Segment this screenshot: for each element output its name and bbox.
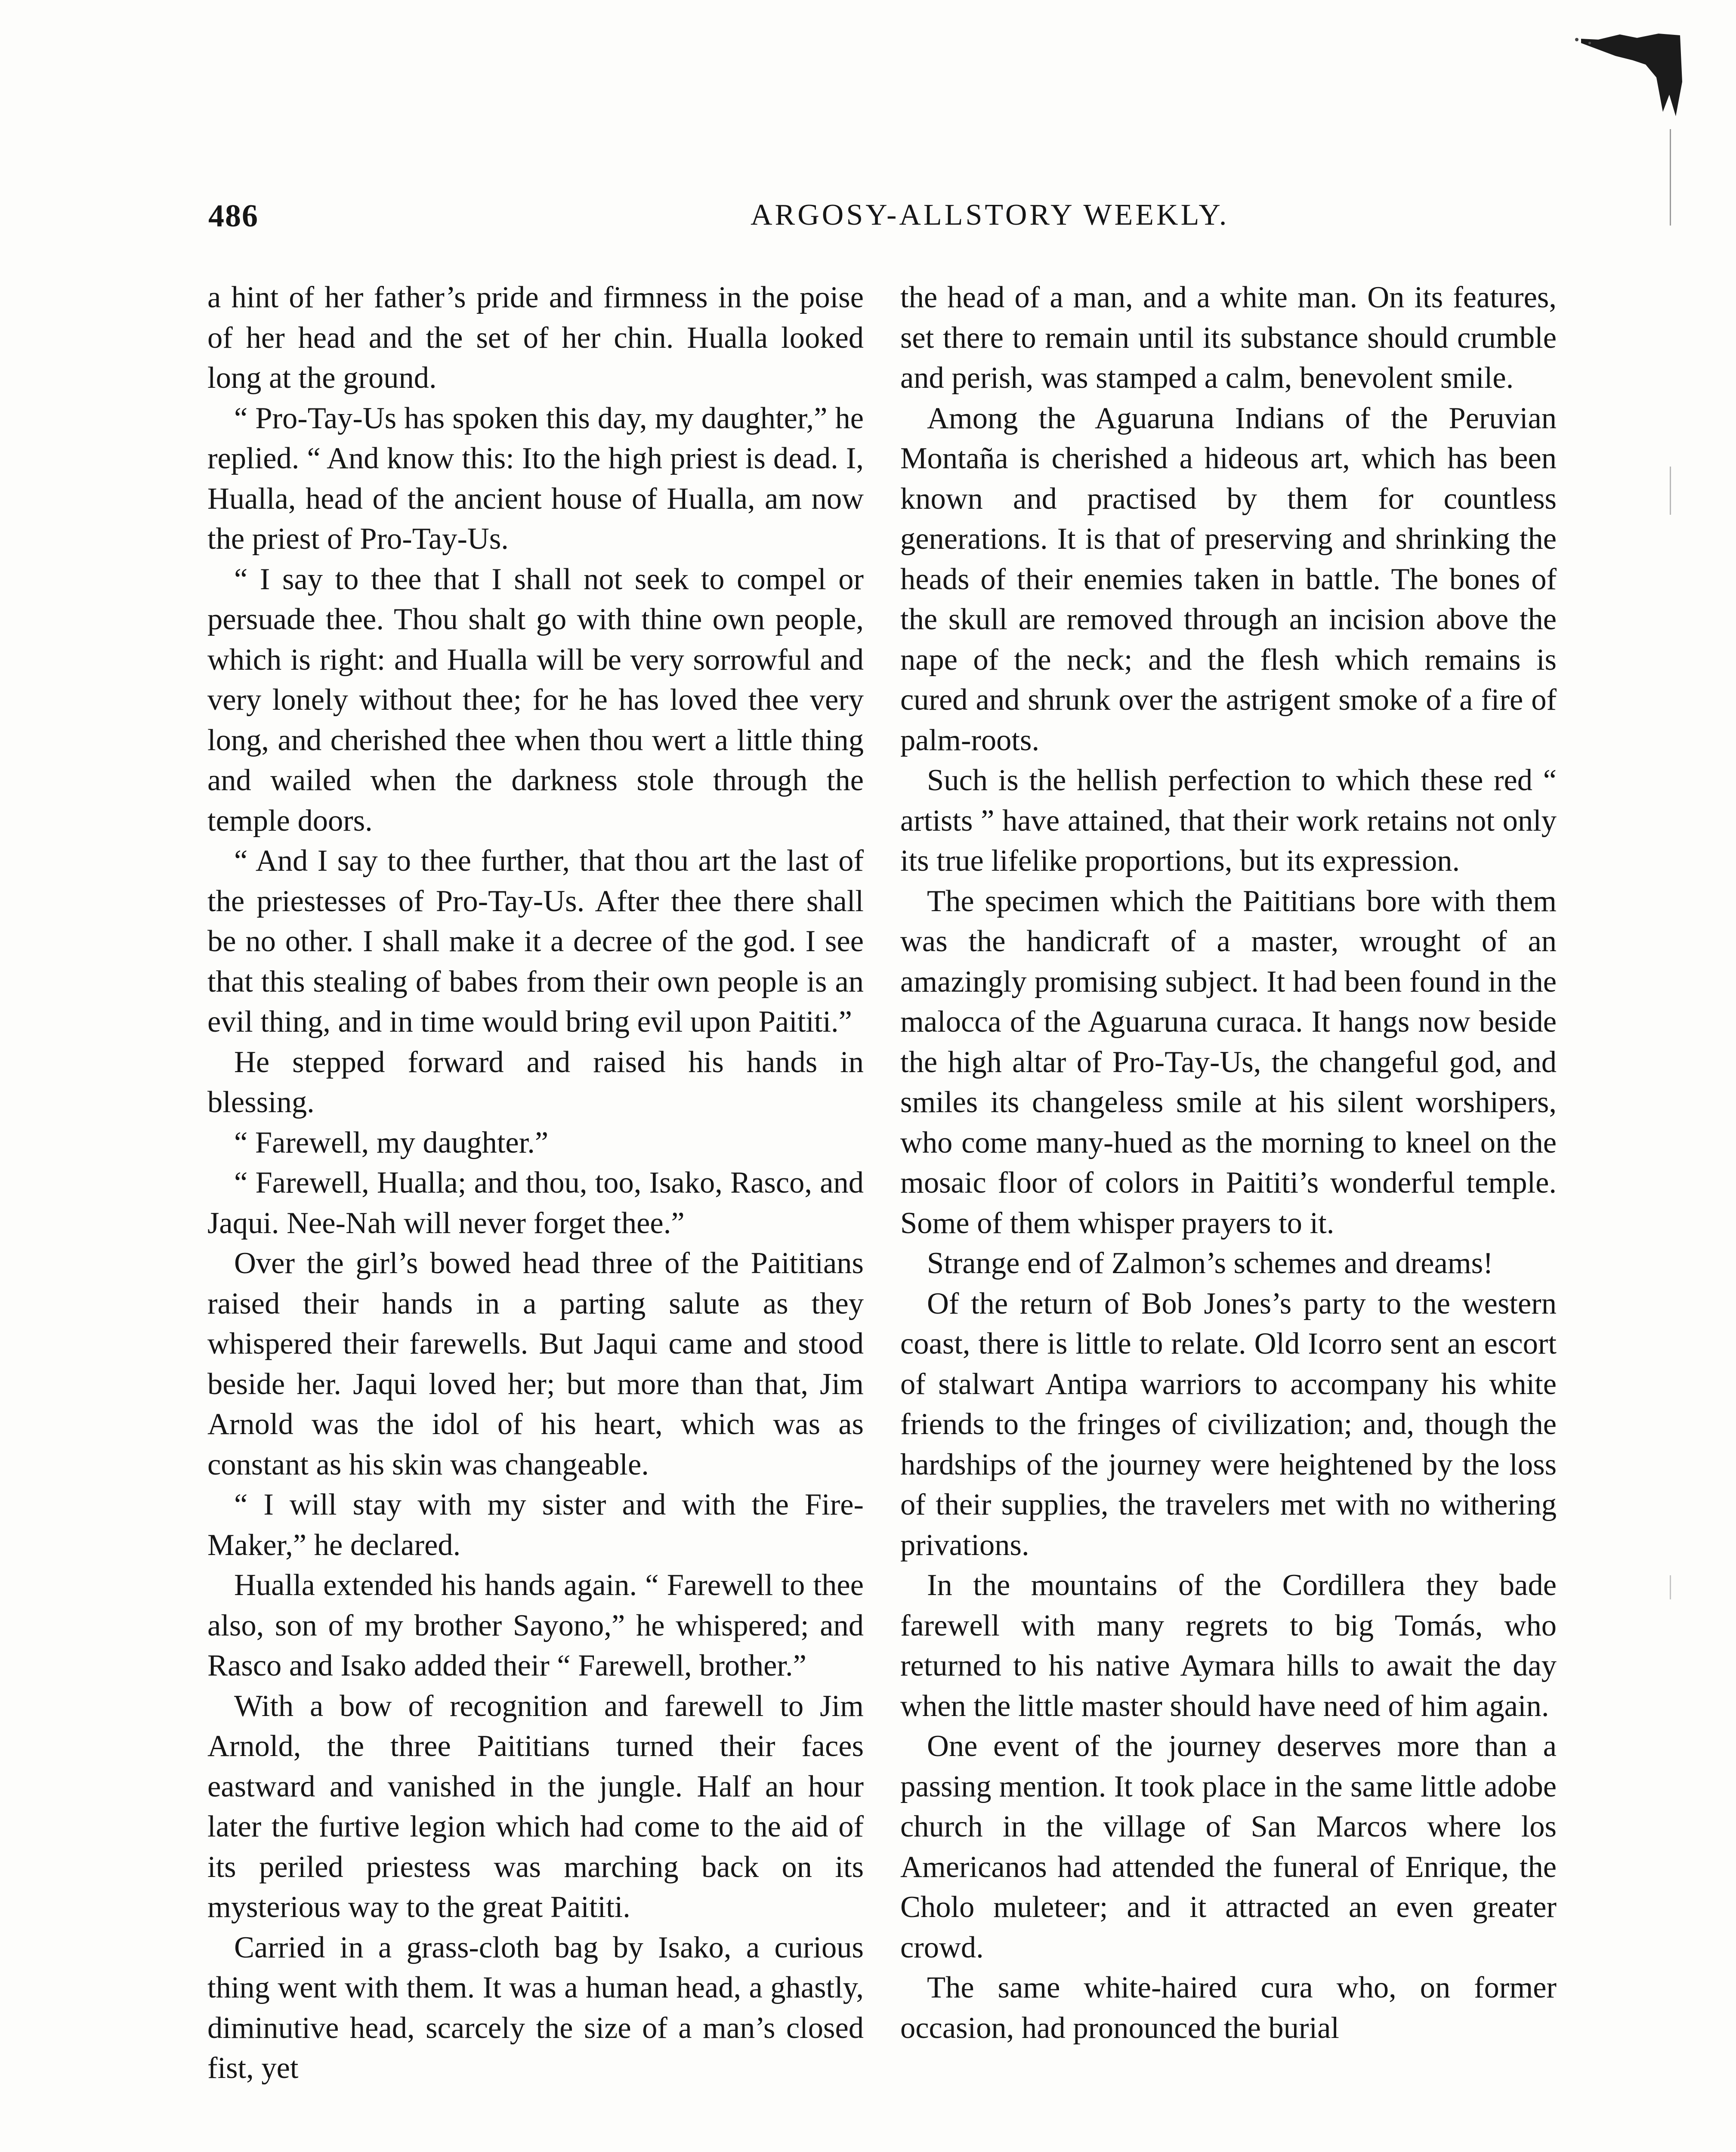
paragraph: “ And I say to thee further, that thou art the last of the priestesses of Pro-Tay-Us. After thee there shall be no other. I shall make it a decree of the god. I see that this stealing of babes from their own people is an evil thing, and in time would bring evil upon Paititi.” [207, 844, 864, 1039]
paragraph: Strange end of Zalmon’s schemes and dreams! [927, 1246, 1493, 1280]
page-header [208, 198, 1560, 250]
page-edge-line [1670, 129, 1671, 2152]
paragraph: In the mountains of the Cordillera they bade farewell with many regrets to big Tomás, who returned to his native Aymara hills to await the day when the little master should have need of him again. [900, 1568, 1557, 1723]
paragraph: Among the Aguaruna Indians of the Peruvian Montaña is cherished a hideous art, which has been known and practised by them for countless generations. It is that of preserving and shrinking the heads of their enemies taken in battle. The bones of the skull are removed through an incision above the nape of the neck; and the flesh which remains is cured and shrunk over the astrigent smoke of a fire of palm-roots. [900, 401, 1557, 757]
paragraph: the head of a man, and a white man. On its features, set there to remain until its substance should crumble and perish, was stamped a calm, benevolent smile. [900, 281, 1557, 395]
page-number: 486 [208, 198, 259, 234]
left-column [207, 278, 864, 2089]
paragraph: The specimen which the Paititians bore with them was the handicraft of a master, wrought of an amazingly promising subject. It had been found in the malocca of the Aguaruna curaca. It hangs now beside the high altar of Pro-Tay-Us, the changeful god, and smiles its changeless smile at his silent worshipers, who come many-hued as the morning to kneel on the mosaic floor of colors in Paititi’s wonderful temple. Some of them whisper prayers to it. [900, 884, 1557, 1240]
paragraph: Of the return of Bob Jones’s party to the western coast, there is little to relate. Old Icorro sent an escort of stalwart Antipa warriors to accompany his white friends to the fringes of civilization; and, though the hardships of the journey were heightened by the loss of their supplies, the travelers met with no withering privations. [900, 1286, 1557, 1562]
paragraph: a hint of her father’s pride and firmness in the poise of her head and the set of her chin. Hualla looked long at the ground. [207, 281, 864, 395]
paragraph: One event of the journey deserves more than a passing mention. It took place in the same little adobe church in the village of San Marcos where los Americanos had attended the funeral of Enrique, the Cholo muleteer; and it attracted an even greater crowd. [900, 1729, 1557, 1964]
paragraph: “ I will stay with my sister and with the Fire-Maker,” he declared. [207, 1488, 864, 1562]
running-head: ARGOSY-ALLSTORY WEEKLY. [751, 198, 1229, 232]
page-edge-smudge [1572, 30, 1684, 129]
paragraph: Hualla extended his hands again. “ Farewell to thee also, son of my brother Sayono,” he whispered; and Rasco and Isako added their “ Farewell, brother.” [207, 1568, 864, 1682]
paragraph: He stepped forward and raised his hands in blessing. [207, 1045, 864, 1119]
paragraph: The same white-haired cura who, on former occasion, had pronounced the burial [900, 1971, 1557, 2045]
paragraph: Carried in a grass-cloth bag by Isako, a curious thing went with them. It was a human head, a ghastly, diminutive head, scarcely the size of a man’s closed fist, yet [207, 1930, 864, 2085]
paragraph: “ Farewell, Hualla; and thou, too, Isako, Rasco, and Jaqui. Nee-Nah will never forget thee.” [207, 1166, 864, 1240]
right-column [900, 278, 1557, 2048]
paragraph: “ Pro-Tay-Us has spoken this day, my daughter,” he replied. “ And know this: Ito the high priest is dead. I, Hualla, head of the ancient house of Hualla, am now the priest of Pro-Tay-Us. [207, 401, 864, 556]
paragraph: Over the girl’s bowed head three of the Paititians raised their hands in a parting salute as they whispered their farewells. But Jaqui came and stood beside her. Jaqui loved her; but more than that, Jim Arnold was the idol of his heart, which was as constant as his skin was changeable. [207, 1246, 864, 1481]
paragraph: With a bow of recognition and farewell to Jim Arnold, the three Paititians turned their faces eastward and vanished in the jungle. Half an hour later the furtive legion which had come to the aid of its periled priestess was marching back on its mysterious way to the great Paititi. [207, 1689, 864, 1924]
paragraph: Such is the hellish perfection to which these red “ artists ” have attained, that their work retains not only its true lifelike proportions, but its expression. [900, 764, 1557, 878]
paragraph: “ Farewell, my daughter.” [234, 1125, 549, 1159]
paragraph: “ I say to thee that I shall not seek to compel or persuade thee. Thou shalt go with thine own people, which is right: and Hualla will be very sorrowful and very lonely without thee; for he has loved thee very long, and cherished thee when thou wert a little thing and wailed when the darkness stole through the temple doors. [207, 562, 864, 838]
